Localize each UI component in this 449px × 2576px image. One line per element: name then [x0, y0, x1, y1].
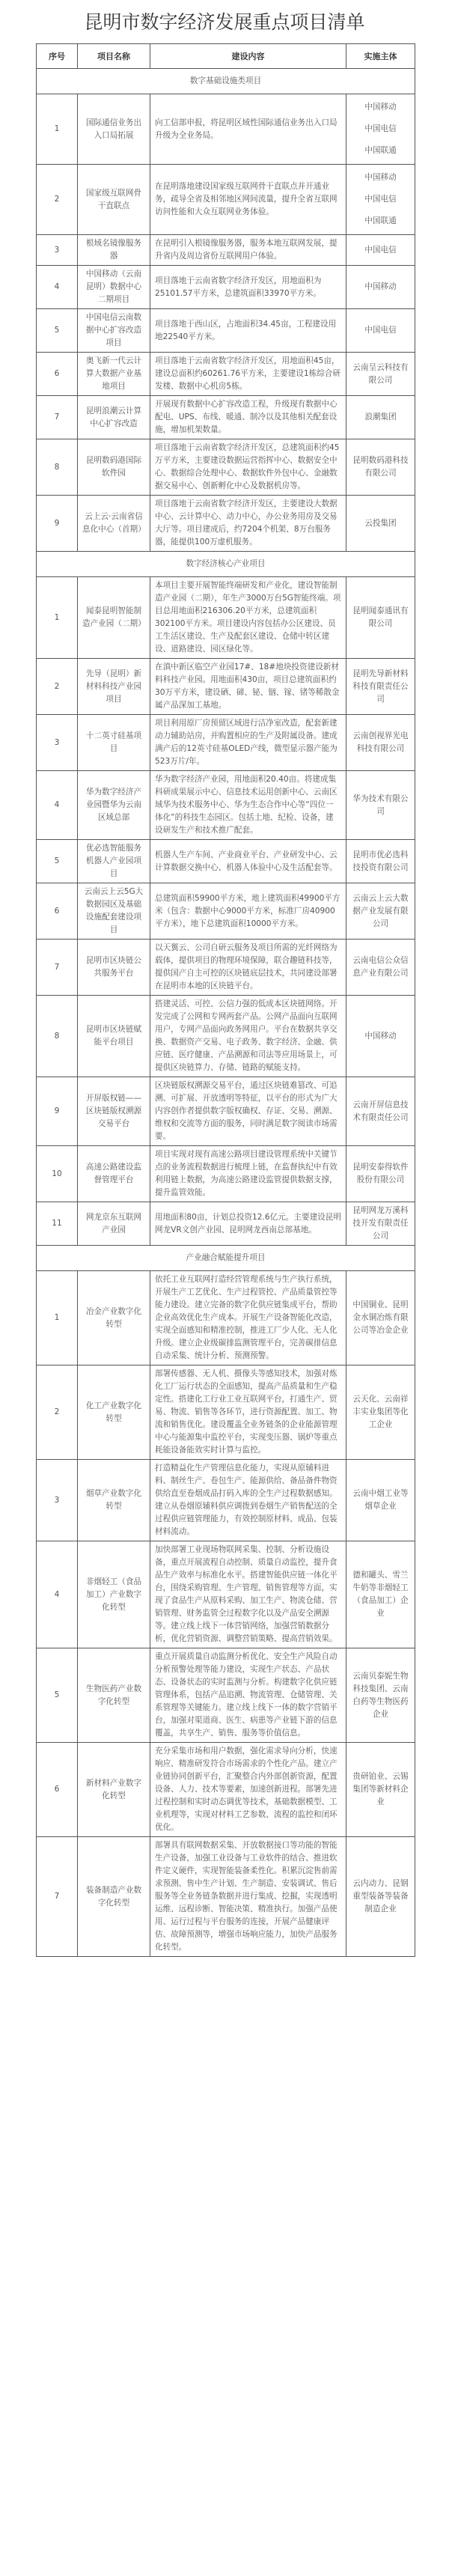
- cell-org: [346, 1202, 415, 1246]
- section-title: 数字基础设施类项目: [37, 69, 415, 94]
- org-name: 华为技术有限公司: [352, 794, 409, 816]
- org-name: 中国电信: [364, 124, 397, 133]
- cell-org: [346, 883, 415, 940]
- cell-no: 11: [37, 1202, 78, 1246]
- cell-project-name: 烟草产业数字化转型: [78, 1460, 150, 1541]
- org-name: 昆明市优必选科技投资有限公司: [352, 850, 409, 872]
- cell-project-name: 化工产业数字化转型: [78, 1365, 150, 1460]
- cell-org: [346, 840, 415, 883]
- org-name: 昆明闻泰通讯有限公司: [352, 606, 409, 628]
- org-name: 中国电信: [364, 326, 397, 335]
- table-row: [37, 1271, 415, 1365]
- cell-no: 6: [37, 1743, 78, 1837]
- cell-no: 4: [37, 771, 78, 840]
- cell-project-name: 国家级互联网骨干直联点: [78, 165, 150, 235]
- cell-content: 重点开展质量自动监测分析优化、安全生产风险自动分析预警处理等能力建设，实现生产状态、产品状态、设备状态的实时监测与分析。构建数字化供应链管理体系，包括产品追溯、物流管理、仓储管理、关系管理等关键能力。建立线上线下一体的数字营销平台，加强对渠道商、医生、病患等产业链下游的信息覆盖，共享生产、销售、服务等价值信息。: [150, 1648, 346, 1743]
- org-name: 云南电信公众信息产业有限公司: [352, 956, 409, 978]
- org-name: 云南中烟工业等烟草企业: [352, 1489, 409, 1511]
- org-name: 云天化、云南祥丰实业集团等化工企业: [352, 1395, 409, 1429]
- org-name: 云南创视界光电科技有限公司: [352, 731, 409, 753]
- cell-content: 向工信部申报，将昆明区域性国际通信业务出入口局升级为全业务局。: [150, 94, 346, 165]
- cell-content: 打造精益化生产管理信息化能力，实现从原辅料进料、制丝生产、卷包生产、能源供给、备品备件物资供给直至卷烟成品打码入库的全生产过程数据感知。建立从卷烟原辅料供应调拨到卷烟生产销售配送的全过程供应链管理能力，有效控制原材料、成品、包装材料流动。: [150, 1460, 346, 1541]
- table-row: [37, 1202, 415, 1246]
- table-row: [37, 715, 415, 771]
- org-name: 中国移动: [364, 173, 397, 182]
- section-title: 数字经济核心产业项目: [37, 552, 415, 577]
- cell-content: 项目落地于云南省数字经济开发区，总建筑面积约45万平方米，主要建设数据运营指挥中心、数据安全中心、数据综合处理中心、数据软件外包中心、金融数据交易中心、创新孵化中心及数据机房等。: [150, 439, 346, 496]
- cell-project-name: 中国移动（云南昆明）数据中心二期项目: [78, 266, 150, 309]
- table-row: [37, 439, 415, 496]
- cell-project-name: 华为数字经济产业园暨华为云南区域总部: [78, 771, 150, 840]
- table-row: [37, 1648, 415, 1743]
- cell-project-name: 云南云上云5G大数据园区及基础设施配套建设项目: [78, 883, 150, 940]
- cell-content: 部署传感器、无人机、摄像头等感知技术，加强对炼化工厂运行状态的全面感知，提高产品质量和生产稳定性。搭建化工行业工业互联网平台，打通生产、贸易、物流、销售等各环节，进行资源配置、加工、物流和销售优化。建设覆盖全业务链条的企业能源管理中心与能源集中监控平台，实现变压器、锅炉等重点耗能设备能效实时计算与监控。: [150, 1365, 346, 1460]
- table-row: [37, 235, 415, 266]
- cell-no: 8: [37, 996, 78, 1077]
- table-row: [37, 1365, 415, 1460]
- cell-content: 部署具有联网数据采集、开放数据接口等功能的智能生产设备，加强工业设备与工业软件的结合、推进软件定义硬件，实现智能装备柔性化。积累沉淀售前需求预测、售中生产计划、生产制造、安装调试、售后服务等全业务链条数据并进行集成、挖掘，实现透明运维、远程诊断、智能决策、精准执行。加强产品使用、运行过程与平台服务的连接，开展产品健康评估、故障预测等，增强市场响应能力，加快产品服务化转型。: [150, 1837, 346, 1957]
- cell-org: [346, 309, 415, 353]
- cell-org: [346, 996, 415, 1077]
- cell-content: 加快部署工业现场物联网采集、控制、分析设施设备，重点开展流程自动控制、质量自动监控，提升食品生产效率与标准化水平。搭建智能供应链一体化平台，围绕采购管理、生产管理、销售管理等方面，实现了食品生产从原料采购、加工生产、物流仓储、营销管理、财务监管全过程数字化以及产品安全溯源等。建立线上线下一体营销网络，加强营销数据分析，优化营销资源、调整营销策略、提高营销效果。: [150, 1541, 346, 1648]
- cell-no: 6: [37, 353, 78, 396]
- section-row: [37, 552, 415, 577]
- cell-project-name: 优必选智能服务机器人产业园项目: [78, 840, 150, 883]
- cell-content: 项目落地于云南省数字经济开发区，主要建设大数据中心、云计算中心、动力中心，办公业务用房及交易大厅等。项目建成后，约7204个机架、8万台服务器，能提供100万虚机服务。: [150, 496, 346, 552]
- cell-org: [346, 235, 415, 266]
- org-name: 昆明网龙万溪科技开发有限责任公司: [352, 1206, 409, 1240]
- cell-org: [346, 1365, 415, 1460]
- cell-no: 7: [37, 396, 78, 439]
- org-name: 中国电信: [364, 245, 397, 255]
- section-row: [37, 69, 415, 94]
- cell-project-name: 闻泰昆明智能制造产业园（二期）: [78, 577, 150, 659]
- cell-content: 搭建灵活、可控、公信力强的低成本区块链网络。开发完成了公网和专网两套产品。公网产品面向互联网用户，专网产品面向政务网用户。平台在数据共享交换、数据资产交易、电子政务、数字经济、金融、供应链、医疗健康、产品溯源和司法等应用场景上，可提供区块链算力、存储、链路的赋能支持。: [150, 996, 346, 1077]
- cell-project-name: 高速公路建设监督管理平台: [78, 1146, 150, 1202]
- document-title: 昆明市数字经济发展重点项目清单: [84, 11, 365, 33]
- cell-project-name: 昆明市区块链公共服务平台: [78, 940, 150, 996]
- org-name: 中国移动: [364, 282, 397, 291]
- cell-project-name: 新材料产业数字化转型: [78, 1743, 150, 1837]
- cell-org: [346, 1271, 415, 1365]
- org-name: 贵研铂业、云锡集团等新材料企业: [352, 1772, 409, 1806]
- table-row: [37, 659, 415, 715]
- table-row: [37, 1146, 415, 1202]
- cell-content: 项目落地于西山区，占地面积34.45亩，工程建设用地22540平方米。: [150, 309, 346, 353]
- cell-no: 2: [37, 1365, 78, 1460]
- org-name: 昆明数码港科技有限公司: [352, 456, 409, 478]
- table-row: [37, 996, 415, 1077]
- org-name: 中国联通: [364, 146, 397, 155]
- table-body: [37, 69, 415, 1957]
- cell-content: 在昆明引入根镜像服务器，服务本地互联网发展，提升省内及周边省份互联网用户体验。: [150, 235, 346, 266]
- org-name: 中国移动: [364, 1031, 397, 1041]
- cell-project-name: 国际通信业务出入口局拓展: [78, 94, 150, 165]
- cell-no: 3: [37, 235, 78, 266]
- table-row: [37, 1460, 415, 1541]
- cell-project-name: 根域名镜像服务器: [78, 235, 150, 266]
- cell-project-name: 奥飞新一代云计算大数据产业基地项目: [78, 353, 150, 396]
- org-name: 中国电信: [364, 195, 397, 204]
- cell-no: 1: [37, 1271, 78, 1365]
- table-row: [37, 266, 415, 309]
- cell-project-name: 非烟轻工（食品加工）产业数字化转型: [78, 1541, 150, 1648]
- cell-project-name: 装备制造产业数字化转型: [78, 1837, 150, 1957]
- table-row: [37, 1541, 415, 1648]
- org-name: 昆明先导新材料科技有限责任公司: [352, 669, 409, 704]
- cell-content: 区块链版权溯源交易平台，通过区块链难篡改、可追溯、可扩展、开放透明等特征，以平台的形式为广大内容创作者提供数字版权确权、存证、交易、溯源、维权和交流等方面的服务，同时满足数字阅读市场需要。: [150, 1077, 346, 1146]
- cell-content: 依托工业互联网打造经营管理系统与生产执行系统，开展生产工艺优化、生产过程管控、产品质量管控等能力建设。建立完备的数字化供应链集成平台，帮助企业高效优化生产成本。开展生产设备智能化改造，实现全面感知和精准控制，推进工厂少人化、无人化升级。建立企业级碳排监测管理平台，完善碳排信息自动采集、统计分析、预测预警。: [150, 1271, 346, 1365]
- cell-org: [346, 771, 415, 840]
- cell-no: 1: [37, 94, 78, 165]
- cell-org: [346, 1837, 415, 1957]
- section-title: 产业融合赋能提升项目: [37, 1246, 415, 1271]
- cell-content: 在滇中新区临空产业园17#、18#地块投资建设新材料科技产业园。用地面积430亩，项目总建筑面积约30万平方米，建设硒、碲、铋、铟、镓、锗等稀散金属产品深加工基地。: [150, 659, 346, 715]
- cell-org: [346, 1648, 415, 1743]
- org-name: 云南呈云科技有限公司: [352, 362, 409, 385]
- table-row: [37, 1077, 415, 1146]
- table-row: [37, 165, 415, 235]
- table-row: [37, 353, 415, 396]
- cell-project-name: 昆明市区块链赋能平台项目: [78, 996, 150, 1077]
- cell-project-name: 生物医药产业数字化转型: [78, 1648, 150, 1743]
- cell-content: 项目利用原厂房预留区域进行洁净室改造，配套新建动力辅助站房，并购置相应的生产及附属设备。建成满产后的12英寸硅基OLED产线，微型显示器产能为523万片/年。: [150, 715, 346, 771]
- table-row: [37, 1743, 415, 1837]
- project-table: [36, 43, 415, 1957]
- cell-content: 充分采集市场和用户数据，强化需求导向分析，快速响应、精准研发符合市场需求的个性化产品。建立产业链协同创新平台，汇聚整合内外部创新资源，配置设备、人力、技术等要素，加速创新进程。部署先进过程控制和实时动态调优等技术，基础数据模型、工业机理等，实现对材料工艺参数、流程的监控和闭环优化。: [150, 1743, 346, 1837]
- cell-no: 5: [37, 840, 78, 883]
- column-header-no: 序号: [37, 44, 78, 69]
- cell-org: [346, 94, 415, 165]
- cell-project-name: 开屏版权链——区块链版权溯源交易平台: [78, 1077, 150, 1146]
- cell-org: [346, 1541, 415, 1648]
- table-row: [37, 840, 415, 883]
- org-name: 浪潮集团: [364, 412, 397, 421]
- cell-no: 9: [37, 1077, 78, 1146]
- org-name: 德和罐头、雪兰牛奶等非烟轻工（食品加工）企业: [352, 1571, 409, 1618]
- cell-org: [346, 940, 415, 996]
- org-name: 云南开屏信息技术有限责任公司: [352, 1100, 409, 1122]
- cell-no: 2: [37, 165, 78, 235]
- cell-no: 10: [37, 1146, 78, 1202]
- cell-no: 7: [37, 1837, 78, 1957]
- cell-content: 华为数字经济产业园，用地面积20.40亩。将建成集科研成果展示中心、信息技术运用创新中心、云南区域华为技术服务中心、华为生态合作中心等“四位一体化”的科技生态园区。包括土地、纪检、设备，建设研发生产和技术推广配套。: [150, 771, 346, 840]
- cell-content: 以天翼云、公司自研云服务及项目所需的光纤网络为载体，提供项目的物理环境保障，联合趣链科技等，提供国产自主可控的区块链底层技术，共同建设部署在昆明市本地的区块链平台。: [150, 940, 346, 996]
- cell-content: 项目实现对现有高速公路项目建设管理系统中关键节点的业务流程数据进行梳理上链，在监督执纪中有效利用链上数据，为高速公路建设监管提供数据支撑，提升监管效能。: [150, 1146, 346, 1202]
- cell-project-name: 冶金产业数字化转型: [78, 1271, 150, 1365]
- cell-no: 2: [37, 659, 78, 715]
- cell-content: 本项目主要开展智能终端研发和产业化，建设智能制造产业园（二期），年生产3000万台5G智能终端。项目总用地面积216306.20平方米，总建筑面积302100平方米。项目建设内容包括办公区建设、员工生活区建设、生产及配套区建设、仓储中转区建设、道路建设、园区绿化等。: [150, 577, 346, 659]
- cell-org: [346, 659, 415, 715]
- cell-org: [346, 577, 415, 659]
- cell-content: 开展现有数据中心扩容改造工程，升级现有数据中心配电、UPS、布线、暖通、制冷以及其他相关配套设施，增加机架数量。: [150, 396, 346, 439]
- cell-project-name: 昆明数码港国际软件园: [78, 439, 150, 496]
- cell-org: [346, 715, 415, 771]
- cell-no: 1: [37, 577, 78, 659]
- cell-no: 4: [37, 1541, 78, 1648]
- cell-content: 总建筑面积59900平方米，地上建筑面积49900平方米（包含：数据中心9000平方米，标准厂房40900平方米），地下总建筑面积10000平方米。: [150, 883, 346, 940]
- org-name: 云内动力、昆钢重型装备等装备制造企业: [352, 1879, 409, 1913]
- cell-project-name: 中国电信云南数据中心扩容改造项目: [78, 309, 150, 353]
- cell-org: [346, 165, 415, 235]
- cell-project-name: 云上云·云南省信息化中心（首期）: [78, 496, 150, 552]
- cell-content: 机器人生产车间、产业商业平台、产业研发中心、云计算数据交换中心、机器人体验中心及生活配套等。: [150, 840, 346, 883]
- table-row: [37, 1837, 415, 1957]
- cell-no: 4: [37, 266, 78, 309]
- cell-org: [346, 439, 415, 496]
- cell-org: [346, 496, 415, 552]
- org-name: 云南贝泰妮生物科技集团、云南白药等生物医药企业: [352, 1671, 409, 1719]
- table-row: [37, 940, 415, 996]
- org-name: 中国联通: [364, 216, 397, 225]
- cell-no: 3: [37, 715, 78, 771]
- org-name: 云南云上云大数据产业发展有限公司: [352, 893, 409, 928]
- table-row: [37, 309, 415, 353]
- cell-org: [346, 266, 415, 309]
- org-name: 云投集团: [364, 518, 397, 528]
- table-row: [37, 771, 415, 840]
- cell-no: 9: [37, 496, 78, 552]
- cell-org: [346, 1460, 415, 1541]
- cell-content: 项目落地于云南省数字经济开发区，用地面积45亩，建设总面积约60261.76平方米，主要建设1栋综合研发楼、数据中心机房5栋。: [150, 353, 346, 396]
- cell-project-name: 十二英寸硅基项目: [78, 715, 150, 771]
- cell-no: 7: [37, 940, 78, 996]
- cell-project-name: 昆明浪潮云计算中心扩容改造: [78, 396, 150, 439]
- org-name: 昆明安泰得软件股份有限公司: [352, 1163, 409, 1184]
- table-row: [37, 396, 415, 439]
- column-header-name: 项目名称: [78, 44, 150, 69]
- table-row: [37, 94, 415, 165]
- org-name: 中国铜业、昆明金水铜冶炼有限公司等冶金企业: [352, 1300, 409, 1335]
- org-name: 中国移动: [364, 103, 397, 112]
- cell-no: 5: [37, 1648, 78, 1743]
- cell-org: [346, 1077, 415, 1146]
- cell-content: 在昆明落地建设国家级互联网骨干直联点并开通业务，疏导全省及相邻地区网间流量，提升全省互联网访问性能和大众互联网业务体验。: [150, 165, 346, 235]
- cell-no: 8: [37, 439, 78, 496]
- cell-content: 用地面积80亩，计划总投资12.6亿元。主要建设昆明网龙VR文创产业园、昆明网龙西南总部基地。: [150, 1202, 346, 1246]
- cell-no: 5: [37, 309, 78, 353]
- cell-org: [346, 396, 415, 439]
- column-header-org: 实施主体: [346, 44, 415, 69]
- cell-org: [346, 1146, 415, 1202]
- cell-org: [346, 353, 415, 396]
- cell-no: 3: [37, 1460, 78, 1541]
- cell-content: 项目落地于云南省数字经济开发区，用地面积为25101.57平方米，总建筑面积33970平方米。: [150, 266, 346, 309]
- cell-project-name: 先导（昆明）新材料科技产业园项目: [78, 659, 150, 715]
- table-row: [37, 577, 415, 659]
- column-header-content: 建设内容: [150, 44, 346, 69]
- cell-project-name: 网龙京东互联网产业园: [78, 1202, 150, 1246]
- cell-org: [346, 1743, 415, 1837]
- table-row: [37, 496, 415, 552]
- section-row: [37, 1246, 415, 1271]
- table-row: [37, 883, 415, 940]
- table-header-row: [37, 44, 415, 69]
- cell-no: 6: [37, 883, 78, 940]
